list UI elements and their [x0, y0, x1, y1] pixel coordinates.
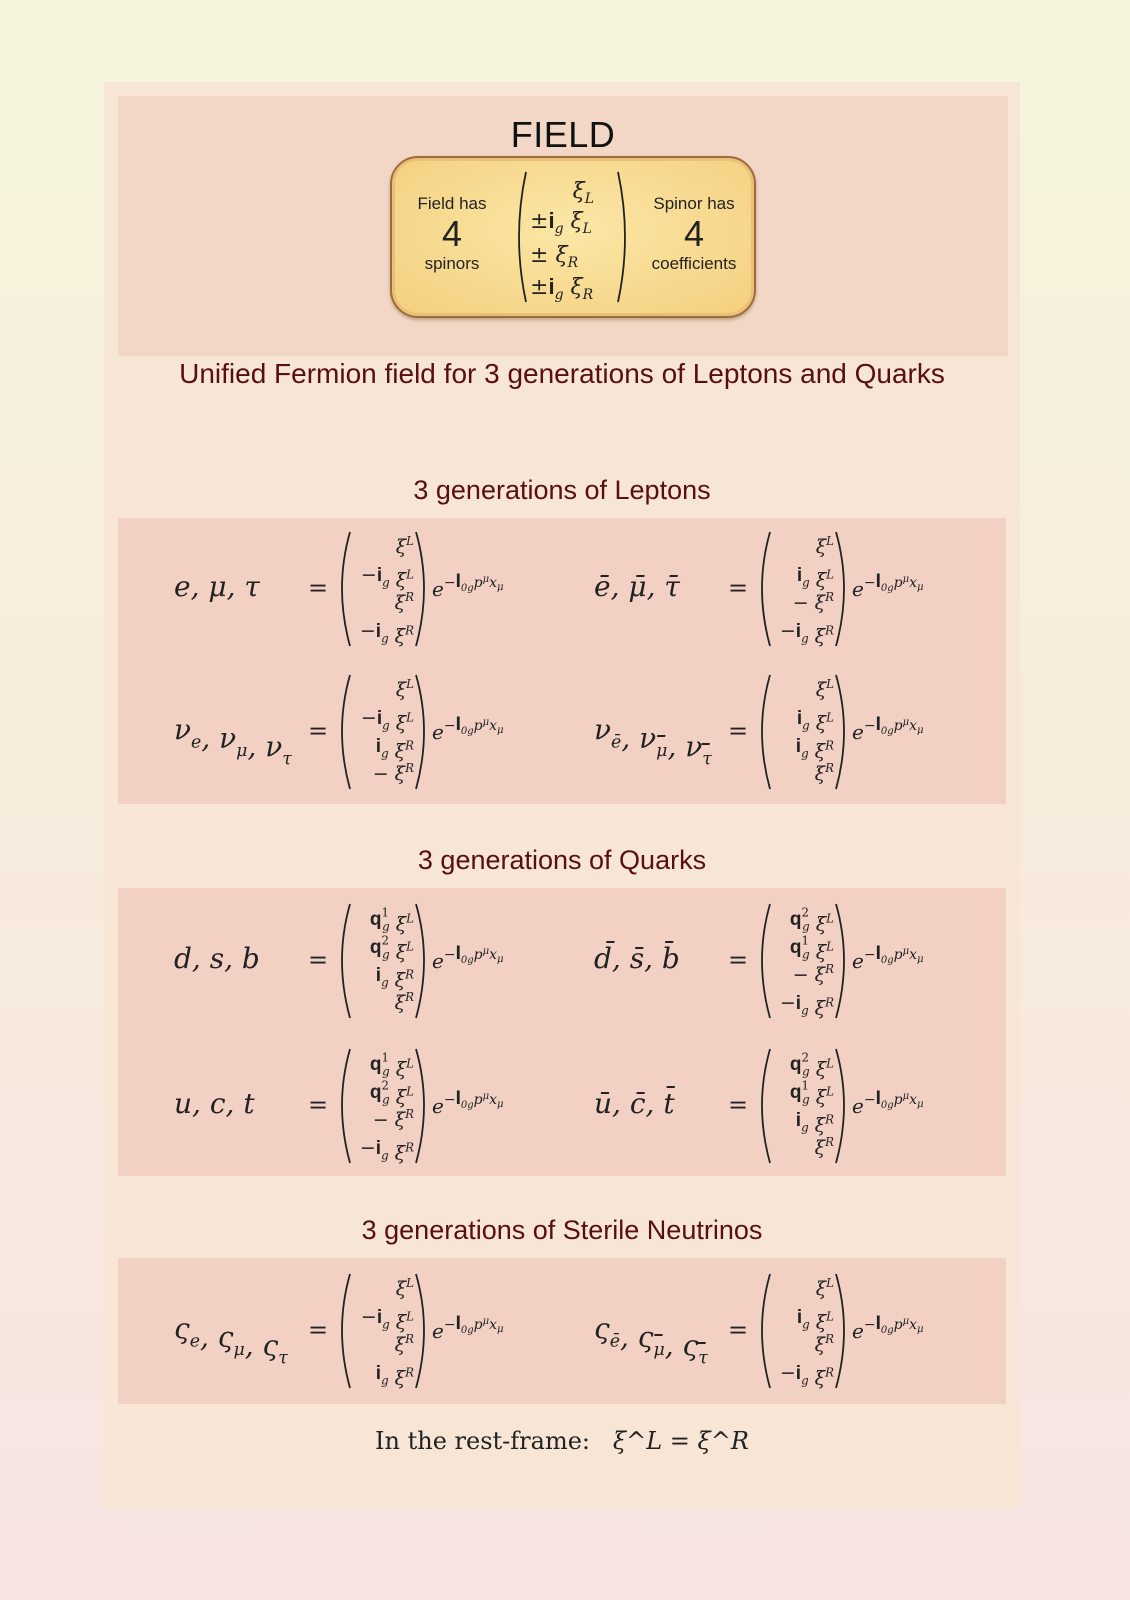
equation-lhs: $\nu_e$, $\nu_\mu$, $\nu_\tau$ — [174, 713, 292, 770]
field-panel — [118, 96, 1008, 356]
field-left-number: 4 — [441, 213, 463, 254]
section-title-sterile: 3 generations of Sterile Neutrinos — [361, 1215, 763, 1245]
field-matrix-row-1: $\xi_L$ — [572, 179, 594, 207]
left-paren — [762, 1049, 770, 1163]
section-title-leptons: 3 generations of Leptons — [413, 475, 711, 505]
field-right-number: 4 — [683, 213, 705, 254]
left-paren — [342, 1274, 350, 1388]
equals-sign: = — [308, 1091, 329, 1119]
rest-frame-relation: ξ^L = ξ^R — [612, 1427, 749, 1455]
phase-factor: $e^-I_{0g}^{p\mu}_x\mu$ — [852, 571, 924, 601]
field-left-bottom: spinors — [424, 254, 480, 273]
field-coefficient-count — [634, 158, 754, 316]
phase-factor: $e^-I_{0g}^{p\mu}_x\mu$ — [432, 943, 504, 973]
equation-lhs: d̄, s̄, b̄ — [594, 942, 680, 975]
matrix-row: $\xi^L$ — [815, 1276, 834, 1300]
matrix-row: $i_g$ $\xi^R$ — [795, 736, 834, 763]
phase-factor: $e^-I_{0g}^{p\mu}_x\mu$ — [432, 571, 504, 601]
matrix-row: − $\xi^R$ — [792, 590, 834, 614]
equals-sign: = — [308, 574, 329, 602]
right-paren — [836, 675, 844, 789]
field-spinor-count — [392, 158, 512, 316]
equation-lhs: ū, c̄, t̄ — [594, 1087, 675, 1120]
left-paren — [342, 904, 350, 1018]
matrix-row: − $\xi^R$ — [372, 761, 414, 785]
matrix-row: $q^2$ g $\xi^L$ — [789, 1050, 834, 1081]
matrix-row: − $\xi^R$ — [792, 962, 834, 986]
right-paren — [836, 532, 844, 646]
matrix-row: $-i_g$ $\xi^R$ — [359, 1137, 414, 1165]
matrix-row: $-i_g$ $\xi^R$ — [779, 620, 834, 648]
equation-svg — [538, 890, 958, 1030]
matrix-row: $q^1$ g $\xi^L$ — [789, 1078, 834, 1109]
left-paren — [342, 675, 350, 789]
equation-svg — [118, 661, 538, 801]
document-page — [104, 82, 1020, 1508]
equals-sign: = — [728, 1316, 749, 1344]
rest-frame-note — [104, 1427, 1020, 1455]
matrix-row: $i_g$ $\xi^L$ — [796, 565, 834, 592]
equals-sign: = — [308, 717, 329, 745]
equals-sign: = — [728, 717, 749, 745]
left-paren — [762, 675, 770, 789]
equation-svg — [118, 518, 538, 658]
matrix-row: $\xi^L$ — [815, 677, 834, 701]
matrix-row: − $\xi^R$ — [372, 1107, 414, 1131]
matrix-row: $\xi^R$ — [394, 1332, 414, 1356]
equals-sign: = — [308, 946, 329, 974]
right-paren — [416, 1274, 424, 1388]
eq-lepton-2 — [538, 518, 958, 663]
matrix-row: $\xi^R$ — [814, 761, 834, 785]
left-paren — [762, 1274, 770, 1388]
right-paren — [836, 1274, 844, 1388]
equation-svg — [118, 1260, 538, 1400]
equation-lhs: ē, μ̄, τ̄ — [594, 570, 680, 603]
equation-svg — [538, 1035, 958, 1175]
rest-frame-label: In the rest-frame: — [375, 1427, 591, 1455]
matrix-row: $\xi^L$ — [395, 677, 414, 701]
matrix-row: $\xi^R$ — [394, 990, 414, 1014]
equation-lhs: e, μ, τ — [174, 570, 260, 603]
left-paren — [762, 904, 770, 1018]
equation-lhs: d, s, b — [174, 942, 260, 975]
equals-sign: = — [728, 946, 749, 974]
field-matrix-row-2: $\pm i_g$ $\xi_L$ — [530, 208, 592, 237]
matrix-row: $i_g$ $\xi^R$ — [375, 736, 414, 763]
field-matrix-row-4: $\pm i_g$ $\xi_R$ — [530, 274, 594, 303]
subtitle: Unified Fermion field for 3 generations of Leptons and Quarks — [179, 358, 945, 389]
matrix-row: $-i_g$ $\xi^R$ — [779, 1362, 834, 1390]
right-paren — [416, 532, 424, 646]
matrix-row: $i_g$ $\xi^L$ — [796, 708, 834, 735]
quarks-panel — [118, 888, 1006, 1176]
matrix-row: $\xi^L$ — [395, 534, 414, 558]
field-right-top: Spinor has — [653, 194, 735, 213]
eq-lepton-1 — [118, 518, 538, 663]
eq-quark-1 — [118, 890, 538, 1035]
equals-sign: = — [728, 1091, 749, 1119]
matrix-row: $\xi^R$ — [814, 1135, 834, 1159]
eq-quark-3 — [118, 1035, 538, 1180]
right-paren — [416, 904, 424, 1018]
matrix-row: $i_g$ $\xi^R$ — [375, 1363, 414, 1390]
section-title-quarks: 3 generations of Quarks — [417, 845, 707, 875]
matrix-row: $\xi^L$ — [395, 1276, 414, 1300]
phase-factor: $e^-I_{0g}^{p\mu}_x\mu$ — [852, 943, 924, 973]
equals-sign: = — [728, 574, 749, 602]
left-paren — [342, 1049, 350, 1163]
equation-svg — [538, 518, 958, 658]
leptons-panel — [118, 518, 1006, 804]
equation-lhs: $\nu_ē$, $\nu_\mū$, $\nu_\tau$ — [594, 713, 712, 770]
matrix-row: $\xi^R$ — [814, 1332, 834, 1356]
matrix-row: $q^2$ g $\xi^L$ — [789, 905, 834, 936]
equation-svg — [538, 661, 958, 801]
equals-sign: = — [308, 1316, 329, 1344]
matrix-row: $i_g$ $\xi^R$ — [795, 1110, 834, 1137]
phase-factor: $e^-I_{0g}^{p\mu}_x\mu$ — [432, 1313, 504, 1343]
matrix-row: $\xi^L$ — [815, 534, 834, 558]
equation-svg — [118, 1035, 538, 1175]
field-right-bottom: coefficients — [651, 254, 737, 273]
phase-factor: $e^-I_{0g}^{p\mu}_x\mu$ — [852, 1313, 924, 1343]
phase-factor: $e^-I_{0g}^{p\mu}_x\mu$ — [852, 714, 924, 744]
equation-lhs: $\varsigma_ē$, $\varsigma_\mū$, $\varsigma_\tau$ — [594, 1312, 708, 1369]
matrix-row: $i_g$ $\xi^R$ — [375, 965, 414, 992]
left-paren — [762, 532, 770, 646]
equation-lhs: $\varsigma_e$, $\varsigma_\mu$, $\varsigma_\tau$ — [174, 1312, 288, 1369]
field-title: FIELD — [510, 114, 616, 155]
matrix-row: $-i_g$ $\xi^L$ — [360, 707, 414, 735]
right-paren — [416, 1049, 424, 1163]
phase-factor: $e^-I_{0g}^{p\mu}_x\mu$ — [432, 1088, 504, 1118]
matrix-row: $-i_g$ $\xi^R$ — [779, 992, 834, 1020]
eq-sterile-1 — [118, 1260, 538, 1405]
matrix-row: $i_g$ $\xi^L$ — [796, 1307, 834, 1334]
matrix-row: $q^1$ g $\xi^L$ — [789, 933, 834, 964]
matrix-row: $-i_g$ $\xi^R$ — [359, 620, 414, 648]
equation-svg — [538, 1260, 958, 1400]
eq-quark-2 — [538, 890, 958, 1035]
field-left-top: Field has — [417, 194, 487, 213]
field-box — [390, 156, 756, 318]
phase-factor: $e^-I_{0g}^{p\mu}_x\mu$ — [432, 714, 504, 744]
matrix-row: $q^1$ g $\xi^L$ — [369, 1050, 414, 1081]
matrix-row: $q^1$ g $\xi^L$ — [369, 905, 414, 936]
eq-sterile-2 — [538, 1260, 958, 1405]
matrix-row: $q^2$ g $\xi^L$ — [369, 933, 414, 964]
field-matrix-row-3: ± $\xi_R$ — [530, 243, 579, 271]
eq-lepton-3 — [118, 661, 538, 806]
equation-lhs: u, c, t — [174, 1087, 255, 1120]
eq-quark-4 — [538, 1035, 958, 1180]
matrix-row: $-i_g$ $\xi^L$ — [360, 564, 414, 592]
right-paren — [836, 1049, 844, 1163]
field-matrix — [510, 168, 634, 306]
right-paren — [836, 904, 844, 1018]
matrix-row: $-i_g$ $\xi^L$ — [360, 1306, 414, 1334]
eq-lepton-4 — [538, 661, 958, 806]
right-paren — [416, 675, 424, 789]
matrix-row: $q^2$ g $\xi^L$ — [369, 1078, 414, 1109]
sterile-panel — [118, 1258, 1006, 1404]
equation-svg — [118, 890, 538, 1030]
matrix-row: $\xi^R$ — [394, 590, 414, 614]
left-paren — [342, 532, 350, 646]
phase-factor: $e^-I_{0g}^{p\mu}_x\mu$ — [852, 1088, 924, 1118]
